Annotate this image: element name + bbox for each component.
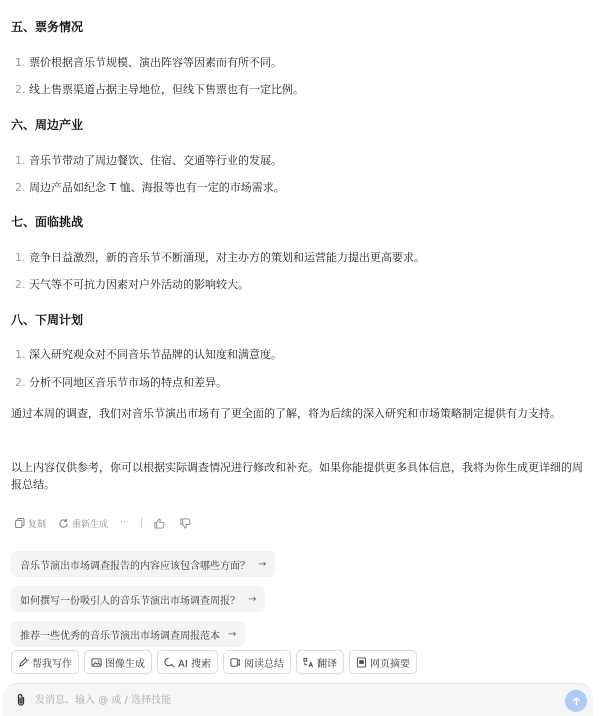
webpage-icon (356, 657, 367, 668)
read-summary-button[interactable]: 阅读总结 (223, 650, 291, 674)
message-composer (3, 683, 593, 716)
divider (141, 518, 142, 528)
paperclip-icon (15, 693, 27, 707)
translate-icon (303, 657, 314, 668)
refresh-icon (58, 518, 69, 529)
send-button[interactable] (565, 690, 587, 712)
section-heading: 六、周边产业 (11, 118, 84, 132)
list-item: 2. 周边产品如纪念 T 恤、海报等也有一定的市场需求。 (15, 181, 285, 194)
attach-button[interactable] (15, 692, 27, 711)
arrow-right-icon: → (228, 628, 237, 640)
write-assist-button[interactable]: 帮我写作 (11, 650, 79, 674)
arrow-up-icon (571, 696, 582, 707)
skill-toolbar (11, 650, 422, 674)
list-item: 2. 分析不同地区音乐节市场的特点和差异。 (15, 376, 227, 389)
arrow-right-icon: → (248, 593, 257, 605)
image-generate-button[interactable]: 图像生成 (84, 650, 152, 674)
copy-icon (15, 518, 25, 528)
more-icon: ··· (120, 518, 129, 528)
reader-icon (230, 657, 241, 668)
suggestion-chip[interactable]: 推荐一些优秀的音乐节演出市场调查周报范本 → (11, 621, 245, 647)
section-heading: 五、票务情况 (11, 20, 84, 34)
search-icon (164, 657, 175, 668)
like-button[interactable] (154, 518, 168, 529)
more-button[interactable] (120, 518, 129, 528)
ai-search-button[interactable]: AI 搜索 (157, 650, 218, 674)
closing-paragraph: 以上内容仅供参考，你可以根据实际调查情况进行修改和补充。如果你能提供更多具体信息，我将为你生成更详细的周报总结。 (11, 461, 583, 491)
regenerate-button[interactable]: 重新生成 (58, 517, 108, 530)
image-icon (91, 657, 102, 668)
arrow-right-icon: → (258, 558, 267, 570)
pen-icon (18, 657, 29, 668)
list-item: 1. 音乐节带动了周边餐饮、住宿、交通等行业的发展。 (15, 154, 282, 167)
suggestion-chip[interactable]: 音乐节演出市场调查报告的内容应该包含哪些方面？ → (11, 551, 275, 577)
list-item: 2. 天气等不可抗力因素对户外活动的影响较大。 (15, 278, 249, 291)
thumbs-up-icon (154, 518, 165, 529)
suggestion-chip[interactable]: 如何撰写一份吸引人的音乐节演出市场调查周报？ → (11, 586, 265, 612)
copy-button[interactable]: 复制 (15, 517, 46, 530)
list-item: 2. 线上售票渠道占据主导地位，但线下售票也有一定比例。 (15, 83, 304, 96)
webpage-summary-button[interactable]: 网页摘要 (349, 650, 417, 674)
list-item: 1. 深入研究观众对不同音乐节品牌的认知度和满意度。 (15, 348, 282, 361)
summary-paragraph: 通过本周的调查，我们对音乐节演出市场有了更全面的了解，将为后续的深入研究和市场策略制定提供有力支持。 (11, 407, 561, 420)
list-item: 1. 票价根据音乐节规模、演出阵容等因素而有所不同。 (15, 56, 282, 69)
section-heading: 七、面临挑战 (11, 215, 84, 229)
message-input[interactable] (35, 690, 545, 710)
message-actions (15, 515, 206, 531)
section-heading: 八、下周计划 (11, 313, 84, 327)
translate-button[interactable]: 翻译 (296, 650, 344, 674)
dislike-button[interactable] (180, 518, 194, 529)
list-item: 1. 竞争日益激烈，新的音乐节不断涌现，对主办方的策划和运营能力提出更高要求。 (15, 251, 425, 264)
thumbs-down-icon (180, 518, 191, 529)
